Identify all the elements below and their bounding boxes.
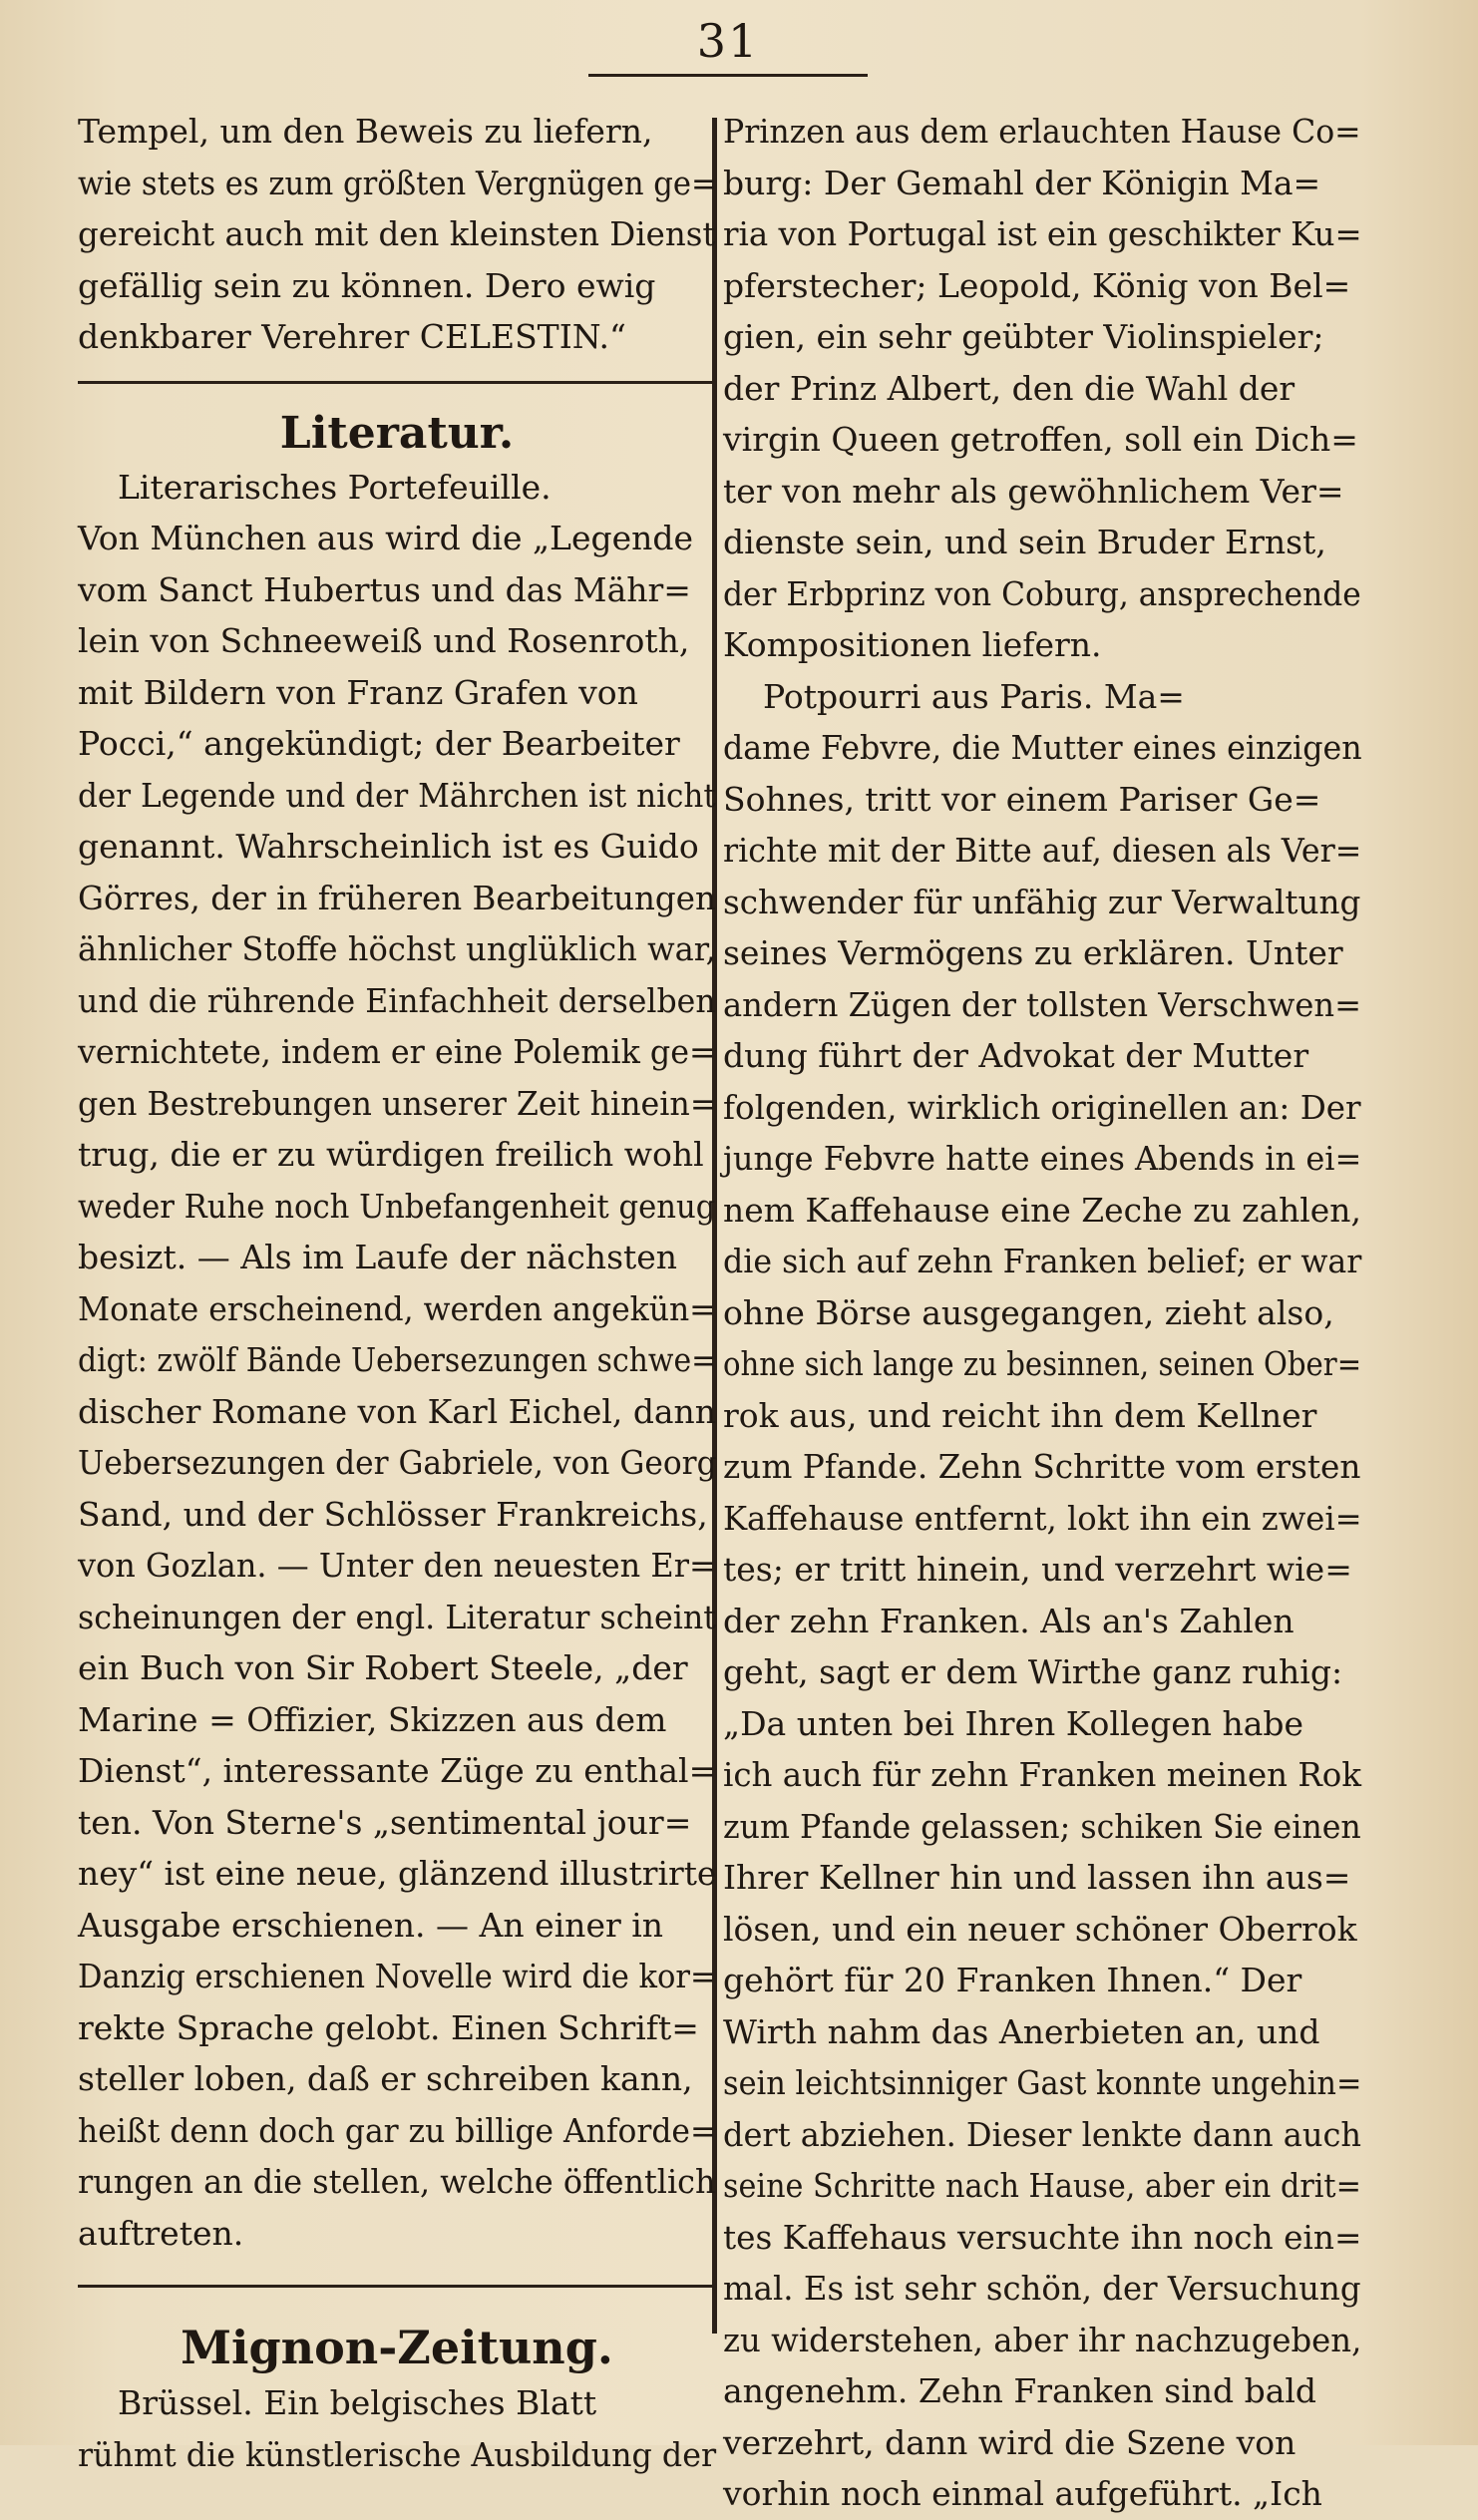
text-line: ohne Börse ausgegangen, zieht also, xyxy=(723,1292,1334,1332)
text-line: vernichtete, indem er eine Polemik ge= xyxy=(78,1032,716,1071)
text-line: Ausgabe erschienen. — An einer in xyxy=(78,1905,664,1945)
text-line: ten. Von Sterne's „sentimental jour= xyxy=(78,1802,692,1842)
text-line: Marine = Offizier, Skizzen aus dem xyxy=(78,1699,667,1739)
text-line: der zehn Franken. Als an's Zahlen xyxy=(723,1601,1294,1640)
text-line: auftreten. xyxy=(78,2213,244,2253)
text-line: heißt denn doch gar zu billige Anforde= xyxy=(78,2110,717,2150)
text-line: angenehm. Zehn Franken sind bald xyxy=(723,2371,1317,2410)
text-line: andern Zügen der tollsten Verschwen= xyxy=(723,984,1362,1024)
text-line: rühmt die künstlerische Ausbildung der xyxy=(78,2434,717,2474)
text-line: ria von Portugal ist ein geschikter Ku= xyxy=(723,214,1362,253)
text-line: Kompositionen liefern. xyxy=(723,625,1102,664)
text-line: gehört für 20 Franken Ihnen.“ Der xyxy=(723,1961,1302,1999)
text-line: ein Buch von Sir Robert Steele, „der xyxy=(78,1648,688,1687)
text-line: zum Pfande gelassen; schiken Sie einen xyxy=(723,1806,1361,1846)
text-line: besizt. — Als im Laufe der nächsten xyxy=(78,1238,678,1276)
text-line: Ihrer Kellner hin und lassen ihn aus= xyxy=(723,1858,1351,1897)
text-line: mit Bildern von Franz Grafen von xyxy=(78,672,638,712)
text-line: denkbarer Verehrer CELESTIN.“ xyxy=(78,317,626,356)
text-line: Pocci,“ angekündigt; der Bearbeiter xyxy=(78,724,680,763)
text-line: zum Pfande. Zehn Schritte vom ersten xyxy=(723,1447,1361,1486)
text-line: schwender für unfähig zur Verwaltung xyxy=(723,882,1361,921)
text-line: gen Bestrebungen unserer Zeit hinein= xyxy=(78,1083,717,1123)
text-line: trug, die er zu würdigen freilich wohl xyxy=(78,1135,704,1174)
text-line: Von München aus wird die „Legende xyxy=(78,519,694,557)
text-line: ter von mehr als gewöhnlichem Ver= xyxy=(723,471,1344,511)
text-line: Kaffehause entfernt, lokt ihn ein zwei= xyxy=(723,1498,1362,1538)
text-line: und die rührende Einfachheit derselben xyxy=(78,980,716,1020)
text-line: Sohnes, tritt vor einem Pariser Ge= xyxy=(723,779,1321,819)
text-line: vom Sanct Hubertus und das Mähr= xyxy=(78,569,691,609)
section-separator xyxy=(78,381,716,384)
text-line: Uebersezungen der Gabriele, von Georg xyxy=(78,1443,717,1482)
text-line: der Prinz Albert, den die Wahl der xyxy=(723,368,1295,408)
text-line: dert abziehen. Dieser lenkte dann auch xyxy=(723,2114,1362,2154)
text-line: sein leichtsinniger Gast konnte ungehin= xyxy=(723,2063,1362,2102)
text-line: dienste sein, und sein Bruder Ernst, xyxy=(723,523,1326,561)
text-line: folgenden, wirklich originellen an: Der xyxy=(723,1087,1361,1127)
literatur-text xyxy=(78,462,716,2260)
text-line: nem Kaffehause eine Zeche zu zahlen, xyxy=(723,1190,1361,1230)
text-line: Prinzen aus dem erlauchten Hause Co= xyxy=(723,112,1361,151)
text-line: rungen an die stellen, welche öffentlich xyxy=(78,2162,716,2201)
text-line: der Erbprinz von Coburg, ansprechende xyxy=(723,573,1361,613)
text-line: tes Kaffehaus versuchte ihn noch ein= xyxy=(723,2217,1362,2257)
text-line: Brüssel. Ein belgisches Blatt xyxy=(118,2383,597,2422)
text-line: verzehrt, dann wird die Szene von xyxy=(723,2422,1296,2462)
text-line: genannt. Wahrscheinlich ist es Guido xyxy=(78,827,699,866)
text-line: vorhin noch einmal aufgeführt. „Ich xyxy=(723,2474,1322,2513)
text-line: discher Romane von Karl Eichel, dann xyxy=(78,1391,716,1431)
text-line: virgin Queen getroffen, soll ein Dich= xyxy=(723,420,1358,459)
text-line: tes; er tritt hinein, und verzehrt wie= xyxy=(723,1550,1352,1589)
text-line: geht, sagt er dem Wirthe ganz ruhig: xyxy=(723,1652,1343,1691)
text-line: Monate erscheinend, werden angekün= xyxy=(78,1288,716,1328)
text-line: Wirth nahm das Anerbieten an, und xyxy=(723,2011,1320,2051)
text-line: seine Schritte nach Hause, aber ein drit= xyxy=(723,2166,1361,2205)
text-line: junge Febvre hatte eines Abends in ei= xyxy=(723,1139,1362,1178)
page-number: 31 xyxy=(696,14,760,68)
text-line: gefällig sein zu können. Dero ewig xyxy=(78,265,656,305)
text-line: dung führt der Advokat der Mutter xyxy=(723,1036,1309,1075)
text-line: rekte Sprache gelobt. Einen Schrift= xyxy=(78,2007,699,2047)
text-line: dame Febvre, die Mutter eines einzigen xyxy=(723,728,1362,767)
header-rule xyxy=(588,74,868,77)
text-line: ähnlicher Stoffe höchst unglüklich war, xyxy=(78,929,716,968)
text-line: Sand, und der Schlösser Frankreichs, xyxy=(78,1494,708,1534)
mignon-heading: Mignon-Zeitung. xyxy=(181,2321,613,2374)
text-line: Potpourri aus Paris. Ma= xyxy=(763,676,1185,716)
text-line: mal. Es ist sehr schön, der Versuchung xyxy=(723,2269,1361,2308)
text-line: gereicht auch mit den kleinsten Dienst xyxy=(78,214,716,253)
text-line: rok aus, und reicht ihn dem Kellner xyxy=(723,1395,1317,1435)
text-line: wie stets es zum größten Vergnügen ge= xyxy=(78,163,717,202)
text-line: lösen, und ein neuer schöner Oberrok xyxy=(723,1909,1357,1949)
text-line: digt: zwölf Bände Uebersezungen schwe= xyxy=(78,1340,717,1379)
text-line: steller loben, daß er schreiben kann, xyxy=(78,2059,693,2098)
text-line: richte mit der Bitte auf, diesen als Ver= xyxy=(723,831,1362,870)
text-line: scheinungen der engl. Literatur scheint xyxy=(78,1597,717,1636)
text-line: gien, ein sehr geübter Violinspieler; xyxy=(723,317,1324,356)
text-line: die sich auf zehn Franken belief; er war xyxy=(723,1242,1362,1280)
text-line: burg: Der Gemahl der Königin Ma= xyxy=(723,163,1321,202)
mignon-text xyxy=(78,2377,716,2480)
text-line: „Da unten bei Ihren Kollegen habe xyxy=(723,1703,1304,1743)
text-line: der Legende und der Mährchen ist nicht xyxy=(78,775,716,815)
section-separator xyxy=(78,2285,716,2288)
text-line: von Gozlan. — Unter den neuesten Er= xyxy=(78,1546,716,1585)
text-line: Dienst“, interessante Züge zu enthal= xyxy=(78,1751,717,1790)
literatur-heading: Literatur. xyxy=(279,407,515,459)
text-line: Danzig erschienen Novelle wird die kor= xyxy=(78,1957,716,1995)
left-column xyxy=(78,106,716,2480)
text-line: Tempel, um den Beweis zu liefern, xyxy=(78,112,653,151)
text-line: lein von Schneeweiß und Rosenroth, xyxy=(78,621,690,660)
right-column-text xyxy=(723,106,1361,2520)
text-line: pferstecher; Leopold, König von Bel= xyxy=(723,265,1351,305)
text-line: weder Ruhe noch Unbefangenheit genug xyxy=(78,1186,716,1226)
continued-letter-text xyxy=(78,106,716,363)
text-line: Literarisches Portefeuille. xyxy=(118,467,552,507)
right-column xyxy=(723,106,1361,2520)
text-line: ich auch für zehn Franken meinen Rok xyxy=(723,1755,1361,1794)
text-line: ney“ ist eine neue, glänzend illustrirte xyxy=(78,1854,717,1893)
text-line: seines Vermögens zu erklären. Unter xyxy=(723,933,1343,972)
text-line: ohne sich lange zu besinnen, seinen Ober= xyxy=(723,1344,1362,1383)
text-line: zu widerstehen, aber ihr nachzugeben, xyxy=(723,2320,1362,2359)
text-line: Görres, der in früheren Bearbeitungen xyxy=(78,878,716,917)
